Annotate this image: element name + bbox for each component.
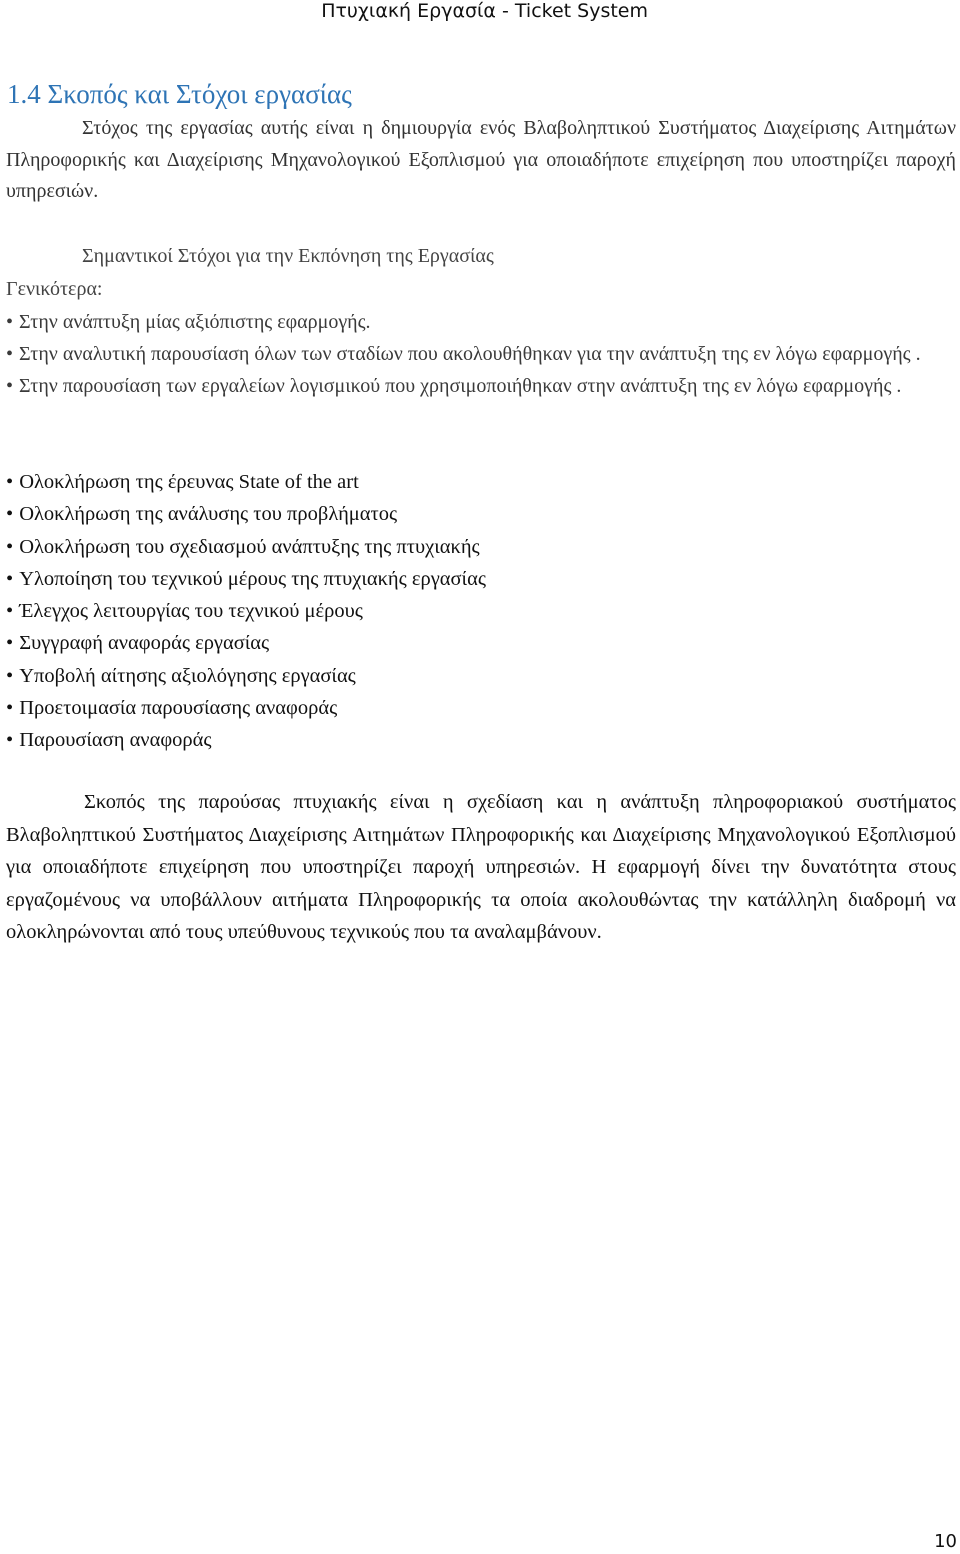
bullet-icon: •	[6, 567, 14, 590]
section-heading: 1.4 Σκοπός και Στόχοι εργασίας	[7, 79, 352, 109]
list-item-text: Ολοκλήρωση της ανάλυσης του προβλήματος	[19, 503, 398, 526]
list-item	[6, 531, 956, 563]
list-item	[6, 627, 956, 659]
list-item-text: Στην ανάπτυξη μίας αξιόπιστης εφαρμογής.	[19, 311, 371, 333]
list-item-text: Υποβολή αίτησης αξιολόγησης εργασίας	[19, 664, 356, 687]
bullet-icon: •	[6, 729, 14, 752]
bullet-icon: •	[6, 600, 14, 623]
list-item-text: Συγγραφή αναφοράς εργασίας	[19, 632, 270, 655]
list-item-text: Στην αναλυτική παρουσίαση όλων των σταδίων που ακολουθήθηκαν για την ανάπτυξη της εν λόγω εφαρμογής .	[19, 343, 921, 366]
list-item	[6, 466, 956, 498]
list-item	[6, 595, 956, 627]
list-item-text: Ολοκλήρωση της έρευνας State of the art	[19, 471, 359, 493]
purpose-paragraph: Σκοπός της παρούσας πτυχιακής είναι η σχεδίαση και η ανάπτυξη πληροφοριακού συστήματος Βλαβοληπτικού Συστήματος Διαχείρισης Αιτημάτων Πληροφορικής και Διαχείρισης Μηχανολογικού Εξοπλισμού για οποιαδήποτε επιχείρηση που υποστηρίζει παροχή υπηρεσιών. Η εφαρμογή δίνει την δυνατότητα στους εργαζομένους να υποβάλλουν αιτήματα Πληροφορικής τα οποία ακολουθώντας την κατάλληλη διαδρομή να ολοκληρώνονται από τους υπεύθυνους τεχνικούς που τα αναλαμβάνουν.	[6, 791, 956, 944]
general-goals-list	[6, 306, 956, 403]
bullet-icon: •	[6, 375, 14, 398]
list-item-text: Στην παρουσίαση των εργαλείων λογισμικού που χρησιμοποιήθηκαν στην ανάπτυξη της εν λόγω εφαρμογής .	[19, 375, 902, 398]
bullet-icon: •	[6, 471, 14, 493]
list-item	[6, 660, 956, 692]
list-item-text: Έλεγχος λειτουργίας του τεχνικού μέρους	[19, 600, 363, 623]
list-item	[6, 724, 956, 756]
bullet-icon: •	[6, 632, 14, 655]
goals-title: Σημαντικοί Στόχοι για την Εκπόνηση της Εργασίας	[82, 245, 494, 267]
list-item	[6, 306, 956, 338]
page-number: 10	[934, 1531, 957, 1552]
milestones-list	[6, 466, 956, 757]
running-header: Πτυχιακή Εργασία - Ticket System	[321, 0, 648, 22]
list-item-text: Υλοποίηση του τεχνικού μέρους της πτυχιακής εργασίας	[19, 567, 486, 590]
bullet-icon: •	[6, 664, 14, 687]
bullet-icon: •	[6, 343, 14, 366]
bullet-icon: •	[6, 311, 14, 333]
list-item	[6, 338, 956, 370]
list-item	[6, 498, 956, 530]
list-item	[6, 692, 956, 724]
list-item-text: Ολοκλήρωση του σχεδιασμού ανάπτυξης της πτυχιακής	[19, 535, 480, 558]
bullet-icon: •	[6, 535, 14, 558]
list-item	[6, 370, 956, 402]
generally-label: Γενικότερα:	[6, 278, 103, 300]
bullet-icon: •	[6, 503, 14, 526]
list-item	[6, 563, 956, 595]
list-item-text: Προετοιμασία παρουσίασης αναφοράς	[19, 697, 338, 720]
intro-paragraph: Στόχος της εργασίας αυτής είναι η δημιουργία ενός Βλαβοληπτικού Συστήματος Διαχείρισης Αιτημάτων Πληροφορικής και Διαχείρισης Μηχανολογικού Εξοπλισμού για οποιαδήποτε επιχείρηση που υποστηρίζει παροχή υπηρεσιών.	[6, 117, 956, 202]
bullet-icon: •	[6, 697, 14, 720]
list-item-text: Παρουσίαση αναφοράς	[19, 729, 212, 752]
